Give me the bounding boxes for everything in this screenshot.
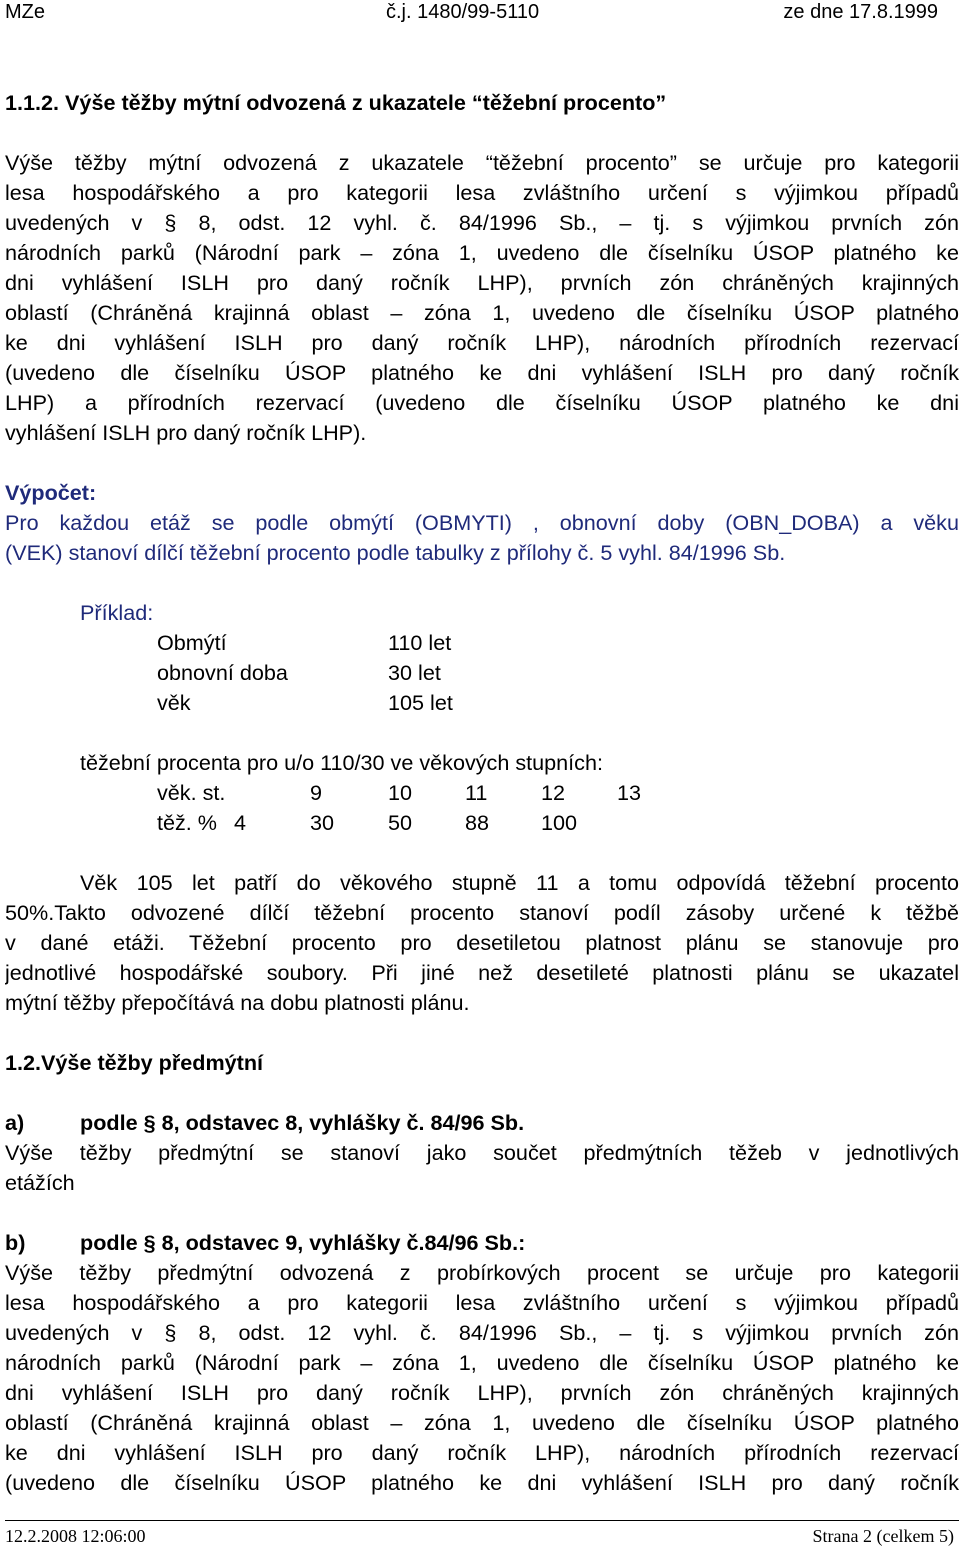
subsection-title: podle § 8, odstavec 8, vyhlášky č. 84/96 Sb. — [80, 1110, 525, 1135]
table-cell: 9 — [310, 780, 323, 805]
header-reference: č.j. 1480/99-5110 — [386, 1, 540, 23]
paragraph-line: uvedených v § 8, odst. 12 vyhl. č. 84/1996 Sb., – tj. s výjimkou prvních zón — [5, 210, 959, 235]
table-cell: 50 — [388, 810, 413, 835]
conclusion-line: 50%.Takto odvozené dílčí těžební procento stanoví podíl zásoby určené k těžbě — [5, 900, 959, 925]
subsection-line: dni vyhlášení ISLH pro daný ročník LHP), prvních zón chráněných krajinných — [5, 1380, 959, 1405]
calculation-line: (VEK) stanoví dílčí těžební procento podle tabulky z přílohy č. 5 vyhl. 84/1996 Sb. — [5, 540, 786, 565]
subsection-letter: b) — [5, 1230, 26, 1255]
subsection-line: oblastí (Chráněná krajinná oblast – zóna 1, uvedeno dle číselníku ÚSOP platného — [5, 1410, 959, 1435]
subsection-line: uvedených v § 8, odst. 12 vyhl. č. 84/1996 Sb., – tj. s výjimkou prvních zón — [5, 1320, 959, 1345]
footer-date: 12.2.2008 12:06:00 — [5, 1526, 146, 1546]
subsection-letter: a) — [5, 1110, 25, 1135]
paragraph-line: dni vyhlášení ISLH pro daný ročník LHP), prvních zón chráněných krajinných — [5, 270, 959, 295]
section-heading: 1.2.Výše těžby předmýtní — [5, 1050, 264, 1075]
conclusion-line: Věk 105 let patří do věkového stupně 11 a tomu odpovídá těžební procento — [80, 870, 959, 895]
subsection-line: Výše těžby předmýtní se stanoví jako součet předmýtních těžeb v jednotlivých — [5, 1140, 959, 1165]
table-cell: 30 — [310, 810, 335, 835]
section-heading: 1.1.2. Výše těžby mýtní odvozená z ukazatele “těžební procento” — [5, 90, 667, 115]
conclusion-line: mýtní těžby přepočítává na dobu platnosti plánu. — [5, 990, 470, 1015]
calculation-line: Pro každou etáž se podle obmýtí (OBMYTI) , obnovní doby (OBN_DOBA) a věku — [5, 510, 959, 535]
calculation-heading: Výpočet: — [5, 480, 97, 505]
param-value-rotation: 110 let — [388, 630, 452, 655]
paragraph-line: ke dni vyhlášení ISLH pro daný ročník LHP), národních přírodních rezervací — [5, 330, 959, 355]
subsection-line: ke dni vyhlášení ISLH pro daný ročník LHP), národních přírodních rezervací — [5, 1440, 959, 1465]
header-left: MZe — [5, 1, 45, 23]
paragraph-line: LHP) a přírodních rezervací (uvedeno dle číselníku ÚSOP platného ke dni — [5, 390, 959, 415]
subsection-line: etážích — [5, 1170, 75, 1195]
paragraph-line: národních parků (Národní park – zóna 1, uvedeno dle číselníku ÚSOP platného ke — [5, 240, 959, 265]
subsection-line: národních parků (Národní park – zóna 1, uvedeno dle číselníku ÚSOP platného ke — [5, 1350, 959, 1375]
paragraph-line: oblastí (Chráněná krajinná oblast – zóna 1, uvedeno dle číselníku ÚSOP platného — [5, 300, 959, 325]
table-cell: 11 — [465, 780, 488, 805]
example-heading: Příklad: — [80, 600, 154, 625]
table-cell: 4 — [234, 810, 247, 835]
footer-page-number: Strana 2 (celkem 5) — [812, 1526, 954, 1546]
subsection-title: podle § 8, odstavec 9, vyhlášky č.84/96 Sb.: — [80, 1230, 526, 1255]
table-cell: 12 — [541, 780, 566, 805]
param-label-regeneration: obnovní doba — [157, 660, 288, 685]
param-value-age: 105 let — [388, 690, 453, 715]
table-intro: těžební procenta pro u/o 110/30 ve věkových stupních: — [80, 750, 603, 775]
table-cell: 10 — [388, 780, 413, 805]
table-cell: 13 — [617, 780, 642, 805]
subsection-line: lesa hospodářského a pro kategorii lesa zvláštního určení s výjimkou případů — [5, 1290, 959, 1315]
param-label-rotation: Obmýtí — [157, 630, 227, 655]
subsection-line: Výše těžby předmýtní odvozená z probírkových procent se určuje pro kategorii — [5, 1260, 959, 1285]
paragraph-line: lesa hospodářského a pro kategorii lesa zvláštního určení s výjimkou případů — [5, 180, 959, 205]
paragraph-line: (uvedeno dle číselníku ÚSOP platného ke dni vyhlášení ISLH pro daný ročník — [5, 360, 959, 385]
footer-divider — [5, 1520, 959, 1521]
table-cell: 88 — [465, 810, 490, 835]
conclusion-line: v dané etáži. Těžební procento pro desetiletou platnost plánu se stanovuje pro — [5, 930, 959, 955]
param-value-regeneration: 30 let — [388, 660, 441, 685]
table-cell: 100 — [541, 810, 578, 835]
table-row-label: věk. st. — [157, 780, 226, 805]
conclusion-line: jednotlivé hospodářské soubory. Při jiné než desetileté platnosti plánu se ukazatel — [5, 960, 959, 985]
param-label-age: věk — [157, 690, 191, 715]
header-date: ze dne 17.8.1999 — [783, 1, 938, 23]
paragraph-line: vyhlášení ISLH pro daný ročník LHP). — [5, 420, 367, 445]
table-row-label: těž. % — [157, 810, 218, 835]
paragraph-line: Výše těžby mýtní odvozená z ukazatele “těžební procento” se určuje pro kategorii — [5, 150, 959, 175]
subsection-line: (uvedeno dle číselníku ÚSOP platného ke dni vyhlášení ISLH pro daný ročník — [5, 1470, 959, 1495]
